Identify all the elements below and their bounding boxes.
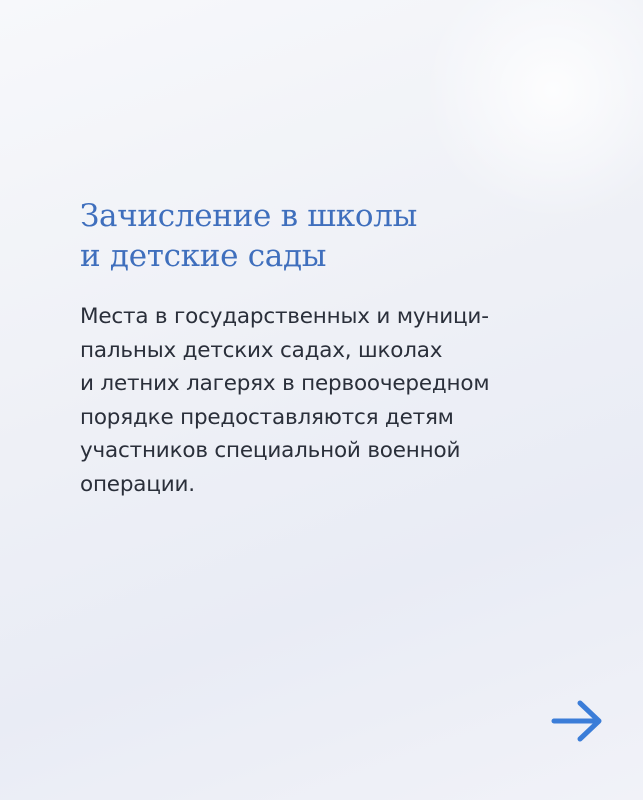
body-line: участников специальной военной bbox=[80, 438, 461, 463]
body-line: и летних лагерях в первоочередном bbox=[80, 371, 490, 396]
arrow-right-icon bbox=[550, 696, 606, 746]
body-line: Места в государственных и муници- bbox=[80, 304, 489, 329]
next-slide-button[interactable] bbox=[550, 696, 606, 746]
slide-body-text bbox=[80, 300, 580, 501]
slide-title bbox=[80, 196, 580, 276]
title-line: и детские сады bbox=[80, 238, 327, 274]
background-glow bbox=[423, 0, 643, 220]
body-line: порядке предоставляются детям bbox=[80, 404, 454, 430]
slide-content bbox=[80, 196, 580, 501]
body-line: пальных детских садах, школах bbox=[80, 337, 443, 363]
body-line: операции. bbox=[80, 471, 195, 497]
title-line: Зачисление в школы bbox=[80, 198, 418, 234]
